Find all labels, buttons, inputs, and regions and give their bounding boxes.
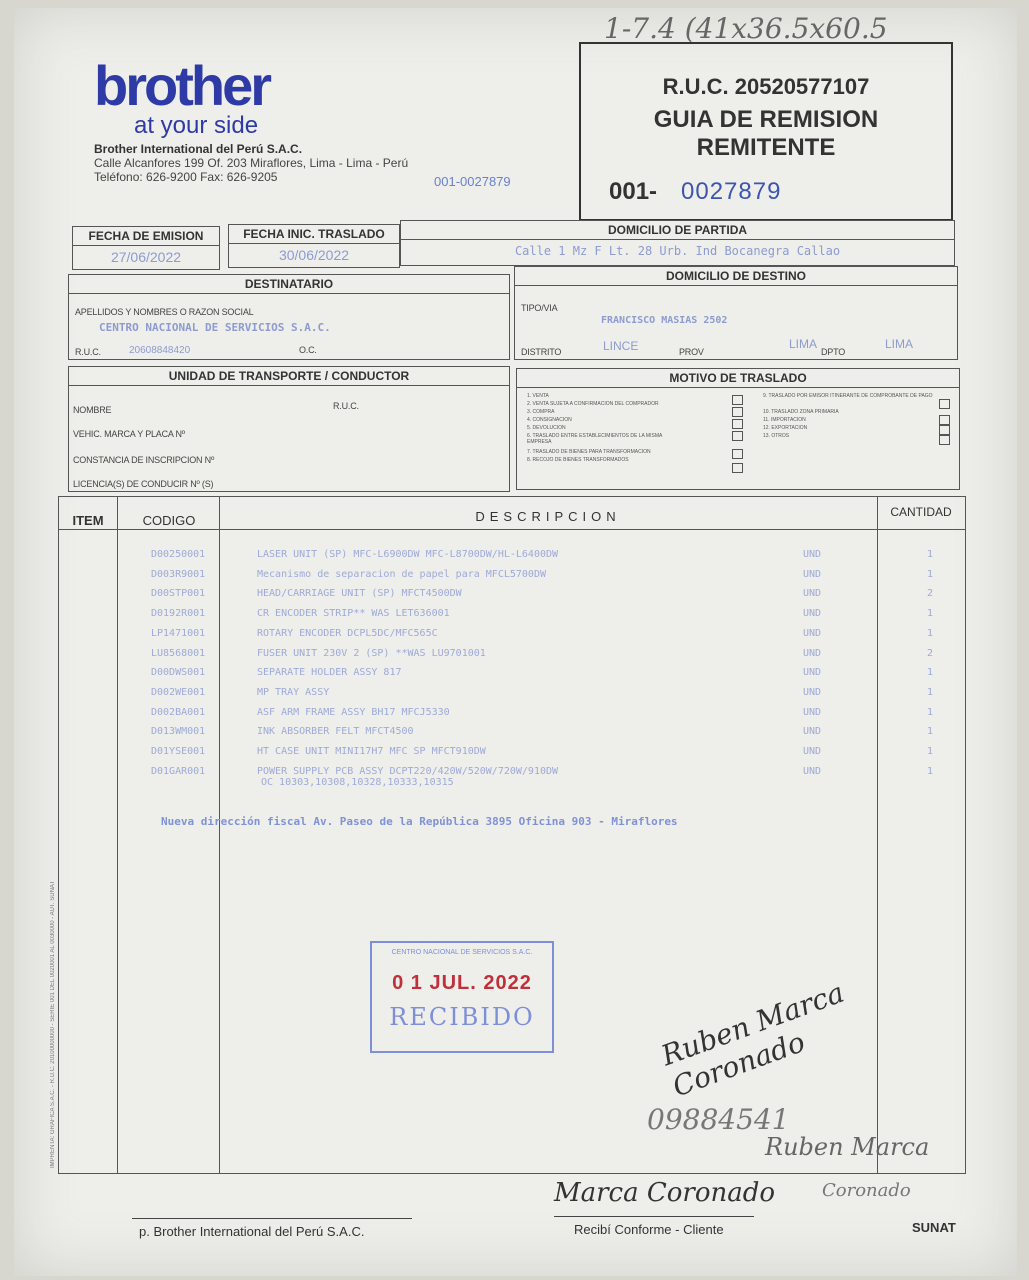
item-descripcion: POWER SUPPLY PCB ASSY DCPT220/420W/520W/720W/910DW <box>257 765 559 777</box>
item-cantidad: 1 <box>927 686 934 698</box>
razon-social-value: CENTRO NACIONAL DE SERVICIOS S.A.C. <box>99 321 331 334</box>
item-descripcion: SEPARATE HOLDER ASSY 817 <box>257 667 402 679</box>
motivo-option: 10. TRASLADO ZONA PRIMARIA <box>763 409 839 415</box>
motivo-option: 9. TRASLADO POR EMISOR ITINERANTE DE COMPROBANTE DE PAGO <box>763 393 933 399</box>
header-divider <box>59 529 965 530</box>
item-unidad: UND <box>803 588 822 600</box>
motivo-option: 8. RECOJO DE BIENES TRANSFORMADOS <box>527 457 629 463</box>
via-label: TIPO/VIA <box>521 303 558 313</box>
document-number: 0027879 <box>681 178 782 205</box>
document-serie: 001- <box>609 178 658 205</box>
item-codigo: D003R9001 <box>151 568 206 580</box>
item-descripcion: ASF ARM FRAME ASSY BH17 MFCJ5330 <box>257 706 450 718</box>
motivo-checkbox[interactable] <box>732 431 743 441</box>
motivo-checkbox[interactable] <box>732 419 743 429</box>
col-header-item: ITEM <box>72 513 104 528</box>
transporte-ruc-label: R.U.C. <box>333 401 359 411</box>
domicilio-partida-value: Calle 1 Mz F Lt. 28 Urb. Ind Bocanegra Callao <box>514 244 841 258</box>
item-cantidad: 1 <box>927 765 934 777</box>
company-address: Calle Alcanfores 199 Of. 203 Miraflores, Lima - Lima - Perú <box>94 156 409 170</box>
constancia-label: CONSTANCIA DE INSCRIPCION Nº <box>73 455 215 465</box>
motivo-checkbox[interactable] <box>939 425 950 435</box>
nombre-label: NOMBRE <box>73 405 112 415</box>
fecha-emision-box <box>72 226 220 270</box>
fecha-traslado-label: FECHA INIC. TRASLADO <box>229 225 399 244</box>
fecha-traslado-box <box>228 224 400 268</box>
item-codigo: LP1471001 <box>151 627 206 639</box>
item-cantidad: 1 <box>927 667 934 679</box>
footer-signature: Marca Coronado <box>554 1178 776 1208</box>
item-codigo: D00DWS001 <box>151 667 206 679</box>
item-descripcion: Mecanismo de separacion de papel para MFCL5700DW <box>257 568 546 580</box>
footer-signature-2: Coronado <box>822 1180 911 1201</box>
item-cantidad: 1 <box>927 568 934 580</box>
motivo-option: 13. OTROS <box>763 433 790 439</box>
item-cantidad: 1 <box>927 627 934 639</box>
item-descripcion: LASER UNIT (SP) MFC-L6900DW MFC-L8700DW/HL-L6400DW <box>257 549 559 560</box>
destinatario-box <box>68 274 510 360</box>
transporte-box <box>68 366 510 492</box>
motivo-checkbox[interactable] <box>732 407 743 417</box>
item-descripcion: FUSER UNIT 230V 2 (SP) **WAS LU9701001 <box>257 647 486 659</box>
document-id-box <box>579 42 953 221</box>
dpto-label: DPTO <box>821 347 846 357</box>
distrito-value: LINCE <box>603 339 639 353</box>
destino-box <box>514 266 958 360</box>
signature-line-mid <box>554 1216 754 1217</box>
footer-sunat: SUNAT <box>912 1220 956 1235</box>
motivo-option: 4. CONSIGNACION <box>527 417 572 423</box>
item-codigo: D00STP001 <box>151 588 206 600</box>
dpto-value: LIMA <box>885 337 914 351</box>
document-title-line1: GUIA DE REMISION <box>653 106 879 133</box>
item-descripcion: ROTARY ENCODER DCPL5DC/MFC565C <box>257 627 438 639</box>
motivo-checkbox[interactable] <box>732 449 743 459</box>
item-cantidad: 1 <box>927 608 934 620</box>
item-descripcion: HEAD/CARRIAGE UNIT (SP) MFCT4500DW <box>257 588 462 600</box>
motivo-box <box>516 368 960 490</box>
col-header-descripcion: DESCRIPCION <box>475 509 621 524</box>
col-header-codigo: CODIGO <box>142 513 196 528</box>
stamp-status: RECIBIDO <box>389 1003 535 1031</box>
domicilio-partida-label: DOMICILIO DE PARTIDA <box>401 221 954 240</box>
destino-title: DOMICILIO DE DESTINO <box>515 267 957 286</box>
signature-line-left <box>132 1218 412 1219</box>
company-phones: Teléfono: 626-9200 Fax: 626-9205 <box>94 170 278 184</box>
licencia-label: LICENCIA(S) DE CONDUCIR Nº (S) <box>73 479 214 489</box>
handwritten-note: 1-7.4 (41x36.5x60.5 <box>604 12 888 45</box>
oc-label: O.C. <box>299 345 317 355</box>
item-codigo: LU8568001 <box>151 647 206 659</box>
item-unidad: UND <box>803 746 822 757</box>
ruc-value: 20608848420 <box>129 345 191 356</box>
distrito-label: DISTRITO <box>521 347 562 357</box>
item-codigo: D013WM001 <box>151 726 206 738</box>
col-divider <box>117 497 118 1173</box>
item-descripcion: INK ABSORBER FELT MFCT4500 <box>257 726 414 738</box>
motivo-title: MOTIVO DE TRASLADO <box>517 369 959 388</box>
item-cantidad: 1 <box>927 706 934 718</box>
prov-label: PROV <box>679 347 704 357</box>
item-codigo: D0192R001 <box>151 608 206 620</box>
logo-tagline: at your side <box>134 112 259 139</box>
motivo-checkbox[interactable] <box>732 463 743 473</box>
stamped-number: 001-0027879 <box>434 174 511 189</box>
footer-issuer: p. Brother International del Perú S.A.C. <box>139 1224 365 1239</box>
item-unidad: UND <box>803 549 822 560</box>
item-unidad: UND <box>803 627 822 639</box>
items-table <box>58 496 966 1174</box>
item-codigo: D002WE001 <box>151 686 206 698</box>
item-cantidad: 2 <box>927 647 934 659</box>
ruc-number: R.U.C. 20520577107 <box>662 74 870 99</box>
document-title-line2: REMITENTE <box>696 134 836 161</box>
motivo-option: 3. COMPRA <box>527 409 555 415</box>
item-codigo: D002BA001 <box>151 706 206 718</box>
motivo-option: 11. IMPORTACION <box>763 417 806 423</box>
item-unidad: UND <box>803 726 822 738</box>
item-unidad: UND <box>803 706 822 718</box>
ruc-label: R.U.C. <box>75 347 101 357</box>
item-unidad: UND <box>803 647 822 659</box>
motivo-option: 5. DEVOLUCION <box>527 425 566 431</box>
item-descripcion: CR ENCODER STRIP** WAS LET636001 <box>257 608 450 620</box>
handwritten-signature-2: Ruben Marca <box>765 1133 930 1161</box>
motivo-option: 7. TRASLADO DE BIENES PARA TRANSFORMACION <box>527 449 651 455</box>
motivo-option: 1. VENTA <box>527 393 549 399</box>
company-name: Brother International del Perú S.A.C. <box>94 142 303 156</box>
item-descripcion: MP TRAY ASSY <box>257 686 330 698</box>
fiscal-note: Nueva dirección fiscal Av. Paseo de la República 3895 Oficina 903 - Miraflores <box>161 815 678 828</box>
footer-receiver: Recibí Conforme - Cliente <box>574 1222 724 1237</box>
motivo-option: 2. VENTA SUJETA A CONFIRMACION DEL COMPRADOR <box>527 401 659 407</box>
item-codigo: D00250001 <box>151 549 206 560</box>
brother-logo: brother <box>94 54 269 117</box>
handwritten-signature: Ruben Marca Coronado <box>656 975 849 1104</box>
motivo-option: 12. EXPORTACION <box>763 425 808 431</box>
col-divider <box>219 497 220 1173</box>
item-codigo: D01GAR001 <box>151 765 206 777</box>
fecha-emision-label: FECHA DE EMISION <box>73 227 219 246</box>
item-codigo: D01YSE001 <box>151 746 206 757</box>
item-unidad: UND <box>803 686 822 698</box>
motivo-checkbox[interactable] <box>939 435 950 445</box>
item-unidad: UND <box>803 667 822 679</box>
item-descripcion: HT CASE UNIT MINI17H7 MFC SP MFCT910DW <box>257 746 486 757</box>
side-print-text: IMPRENTA: GRAFICA S.A.C. - R.U.C. 20100000000 - SERIE 001 DEL 0020001 AL 0030000 - AUT. SUNAT <box>50 880 56 1168</box>
motivo-checkbox[interactable] <box>939 399 950 409</box>
razon-social-label: APELLIDOS Y NOMBRES O RAZON SOCIAL <box>75 307 254 317</box>
vehiculo-label: VEHIC. MARCA Y PLACA Nº <box>73 429 185 439</box>
item-unidad: UND <box>803 568 822 580</box>
fecha-emision-value: 27/06/2022 <box>110 249 182 265</box>
stamp-company: CENTRO NACIONAL DE SERVICIOS S.A.C. <box>391 949 533 956</box>
item-unidad: UND <box>803 608 822 620</box>
received-stamp <box>370 941 554 1053</box>
oc-line: OC 10303,10308,10328,10333,10315 <box>261 777 454 788</box>
col-divider <box>877 497 878 1173</box>
item-cantidad: 2 <box>927 588 934 600</box>
handwritten-dni: 09884541 <box>647 1103 790 1136</box>
document-sheet <box>14 8 1017 1276</box>
fecha-traslado-value: 30/06/2022 <box>278 247 350 263</box>
via-value: FRANCISCO MASIAS 2502 <box>601 315 728 326</box>
item-cantidad: 1 <box>927 746 934 757</box>
stamp-date: 0 1 JUL. 2022 <box>392 972 532 994</box>
motivo-option: 6. TRASLADO ENTRE ESTABLECIMIENTOS DE LA MISMA EMPRESA <box>527 433 663 445</box>
motivo-checkbox[interactable] <box>939 415 950 425</box>
col-header-cantidad: CANTIDAD <box>890 505 952 519</box>
item-unidad: UND <box>803 765 822 777</box>
item-cantidad: 1 <box>927 726 934 738</box>
motivo-checkbox[interactable] <box>732 395 743 405</box>
transporte-title: UNIDAD DE TRANSPORTE / CONDUCTOR <box>69 367 509 386</box>
prov-value: LIMA <box>789 337 818 351</box>
item-cantidad: 1 <box>927 549 934 560</box>
destinatario-title: DESTINATARIO <box>69 275 509 294</box>
domicilio-partida-box <box>400 220 955 266</box>
